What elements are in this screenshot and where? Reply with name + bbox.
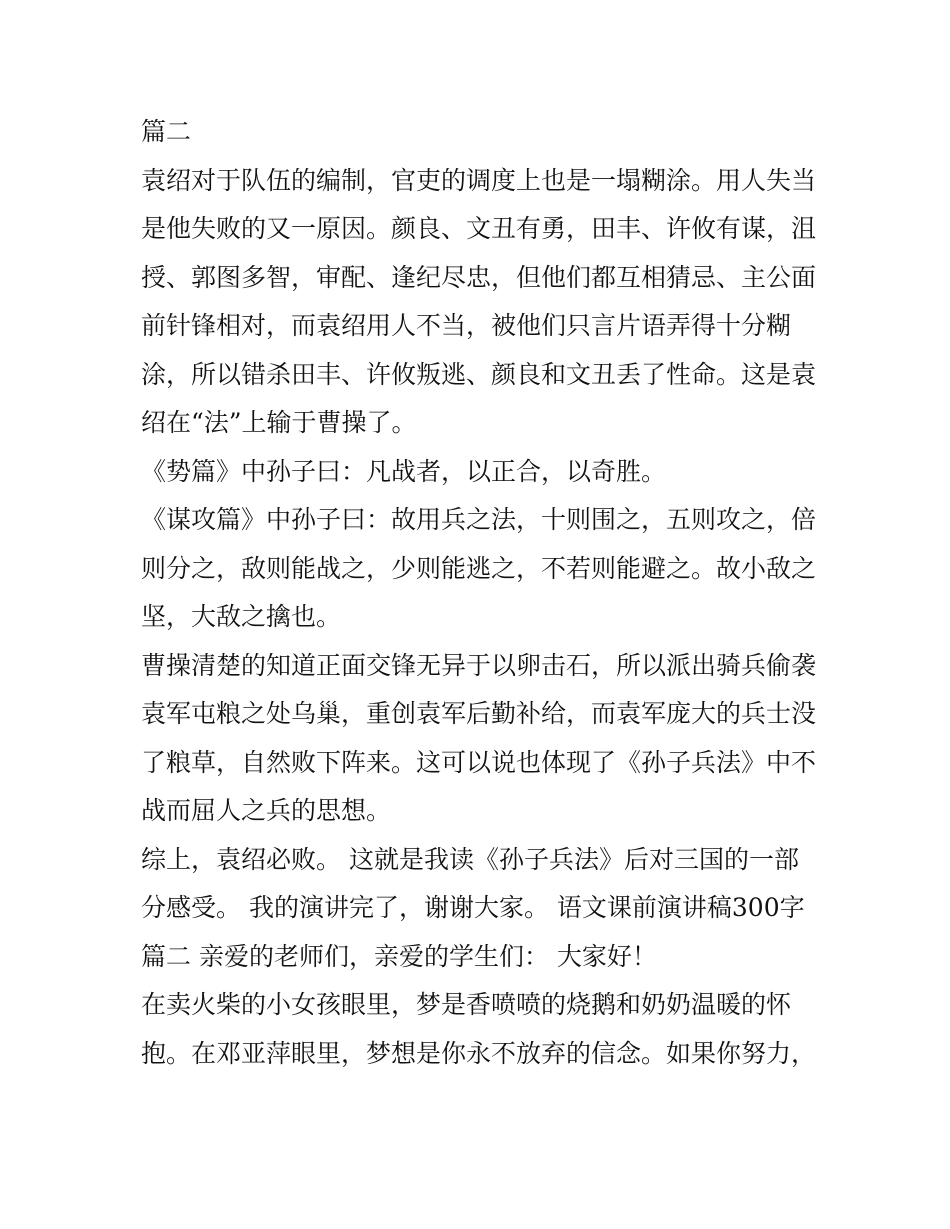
text-line: 综上，袁绍必败。 这就是我读《孙子兵法》后对三国的一部 [141,844,799,874]
text-line: 袁绍对于队伍的编制，官吏的调度上也是一塌糊涂。用人失当 [141,165,817,195]
text-line: 战而屈人之兵的思想。 [141,796,392,825]
text-line: 篇二 亲爱的老师们，亲爱的学生们： 大家好！ [141,941,657,971]
text-line: 涂，所以错杀田丰、许攸叛逃、颜良和文丑丢了性命。这是袁 [141,359,817,389]
document-body [141,108,821,1078]
text-line: 了粮草，自然败下阵来。这可以说也体现了《孙子兵法》中不 [141,747,817,777]
text-line: 坚，大敌之擒也。 [141,602,342,631]
text-line: 绍在“法”上输于曹操了。 [141,408,417,437]
text-line: 在卖火柴的小女孩眼里，梦是香喷喷的烧鹅和奶奶温暖的怀 [141,990,792,1019]
text-line: 《势篇》中孙子曰：凡战者，以正合，以奇胜。 [141,456,667,486]
text-line: 袁军屯粮之处乌巢，重创袁军后勤补给，而袁军庞大的兵士没 [141,699,817,728]
text-line: 《谋攻篇》中孙子曰：故用兵之法，十则围之，五则攻之，倍 [141,505,817,534]
text-line: 授、郭图多智，审配、逢纪尽忠，但他们都互相猜忌、主公面 [141,262,817,292]
text-line: 前针锋相对，而袁绍用人不当，被他们只言片语弄得十分糊 [141,311,792,340]
text-line: 则分之，敌则能战之，少则能逃之，不若则能避之。故小敌之 [141,553,817,583]
section-heading: 篇二 [141,117,192,146]
text-line: 分感受。 我的演讲完了，谢谢大家。 语文课前演讲稿300字 [141,893,805,922]
text-line: 曹操清楚的知道正面交锋无异于以卵击石，所以派出骑兵偷袭 [141,650,817,680]
text-line: 是他失败的又一原因。颜良、文丑有勇，田丰、许攸有谋，沮 [141,214,817,243]
text-line: 抱。在邓亚萍眼里，梦想是你永不放弃的信念。如果你努力， [141,1038,817,1068]
